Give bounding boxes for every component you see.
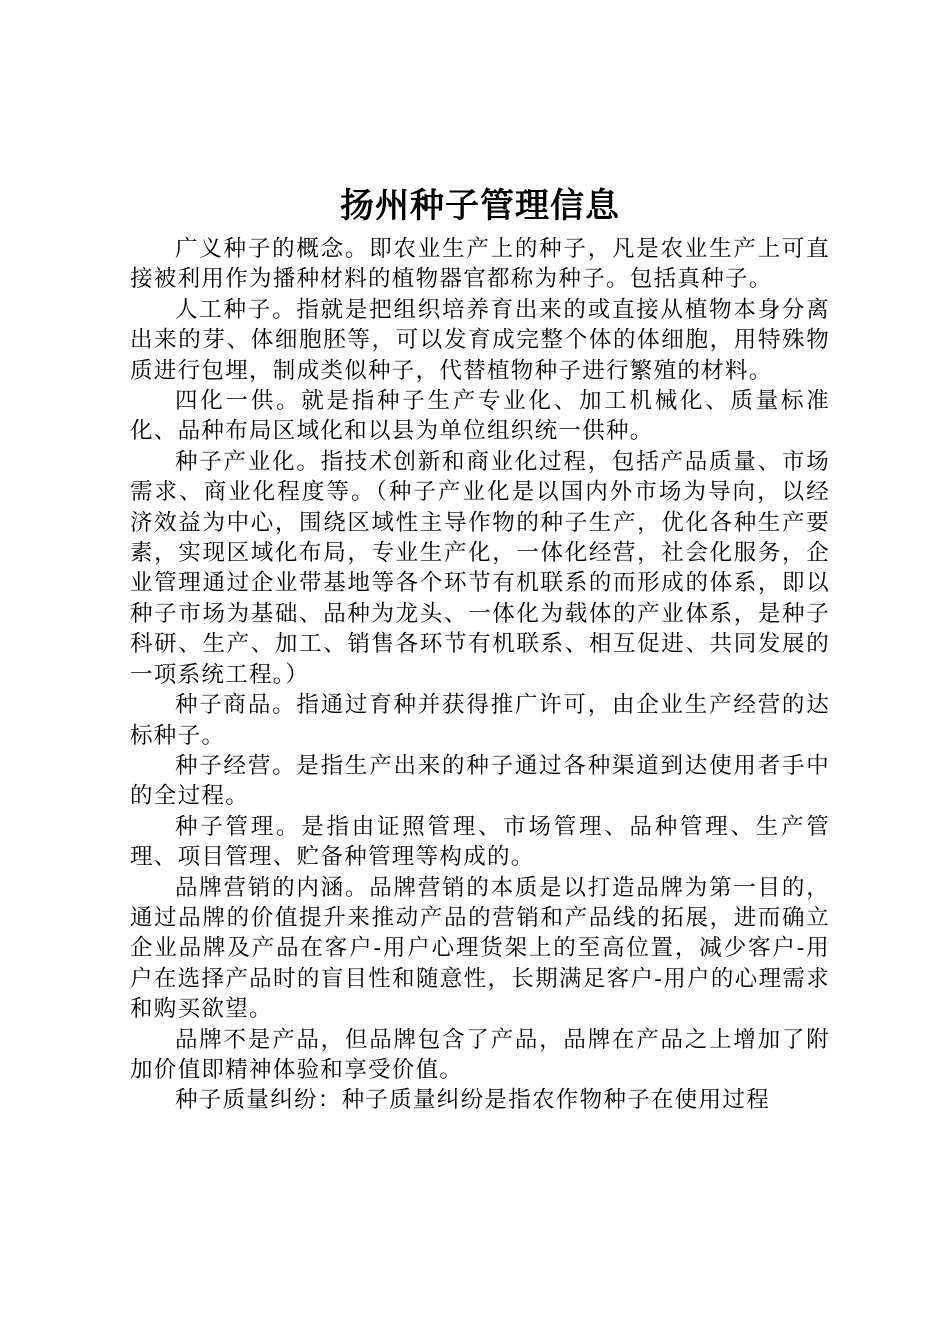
paragraph: 种子质量纠纷：种子质量纠纷是指农作物种子在使用过程 bbox=[175, 1087, 771, 1114]
paragraph: 种子产业化。指技术创新和商业化过程，包括产品质量、市场需求、商业化程度等。（种子产业化是以国内外市场为导向，以经济效益为中心，围绕区域性主导作物的种子生产，优化各种生产要素，实现区域化布局，专业生产化，一体化经营，社会化服务，企业管理通过企业带基地等各个环节有机联系的而形成的体系，即以种子市场为基础、品种为龙头、一体化为载体的产业体系，是种子科研、生产、加工、销售各环节有机联系、相互促进、共同发展的一项系统工程。） bbox=[130, 448, 830, 688]
document-body bbox=[130, 234, 830, 1116]
paragraph: 品牌营销的内涵。品牌营销的本质是以打造品牌为第一目的，通过品牌的价值提升来推动产品的营销和产品线的拓展，进而确立企业品牌及产品在客户-用户心理货架上的至高位置，减少客户-用户在选择产品时的盲目性和随意性，长期满足客户-用户的心理需求和购买欲望。 bbox=[130, 874, 830, 1023]
document-title: 扬州种子管理信息 bbox=[340, 186, 620, 226]
paragraph: 人工种子。指就是把组织培养育出来的或直接从植物本身分离出来的芽、体细胞胚等，可以发育成完整个体的体细胞，用特殊物质进行包埋，制成类似种子，代替植物种子进行繁殖的材料。 bbox=[130, 296, 830, 384]
document-page bbox=[130, 180, 830, 1116]
paragraph: 四化一供。就是指种子生产专业化、加工机械化、质量标准化、品种布局区域化和以县为单位组织统一供种。 bbox=[130, 388, 830, 445]
paragraph: 种子管理。是指由证照管理、市场管理、品种管理、生产管理、项目管理、贮备种管理等构成的。 bbox=[130, 813, 830, 871]
paragraph: 广义种子的概念。即农业生产上的种子，凡是农业生产上可直接被利用作为播种材料的植物器官都称为种子。包括真种子。 bbox=[130, 236, 830, 293]
paragraph: 品牌不是产品，但品牌包含了产品，品牌在产品之上增加了附加价值即精神体验和享受价值。 bbox=[130, 1026, 830, 1083]
paragraph: 种子经营。是指生产出来的种子通过各种渠道到达使用者手中的全过程。 bbox=[130, 752, 830, 810]
paragraph: 种子商品。指通过育种并获得推广许可，由企业生产经营的达标种子。 bbox=[130, 692, 830, 749]
